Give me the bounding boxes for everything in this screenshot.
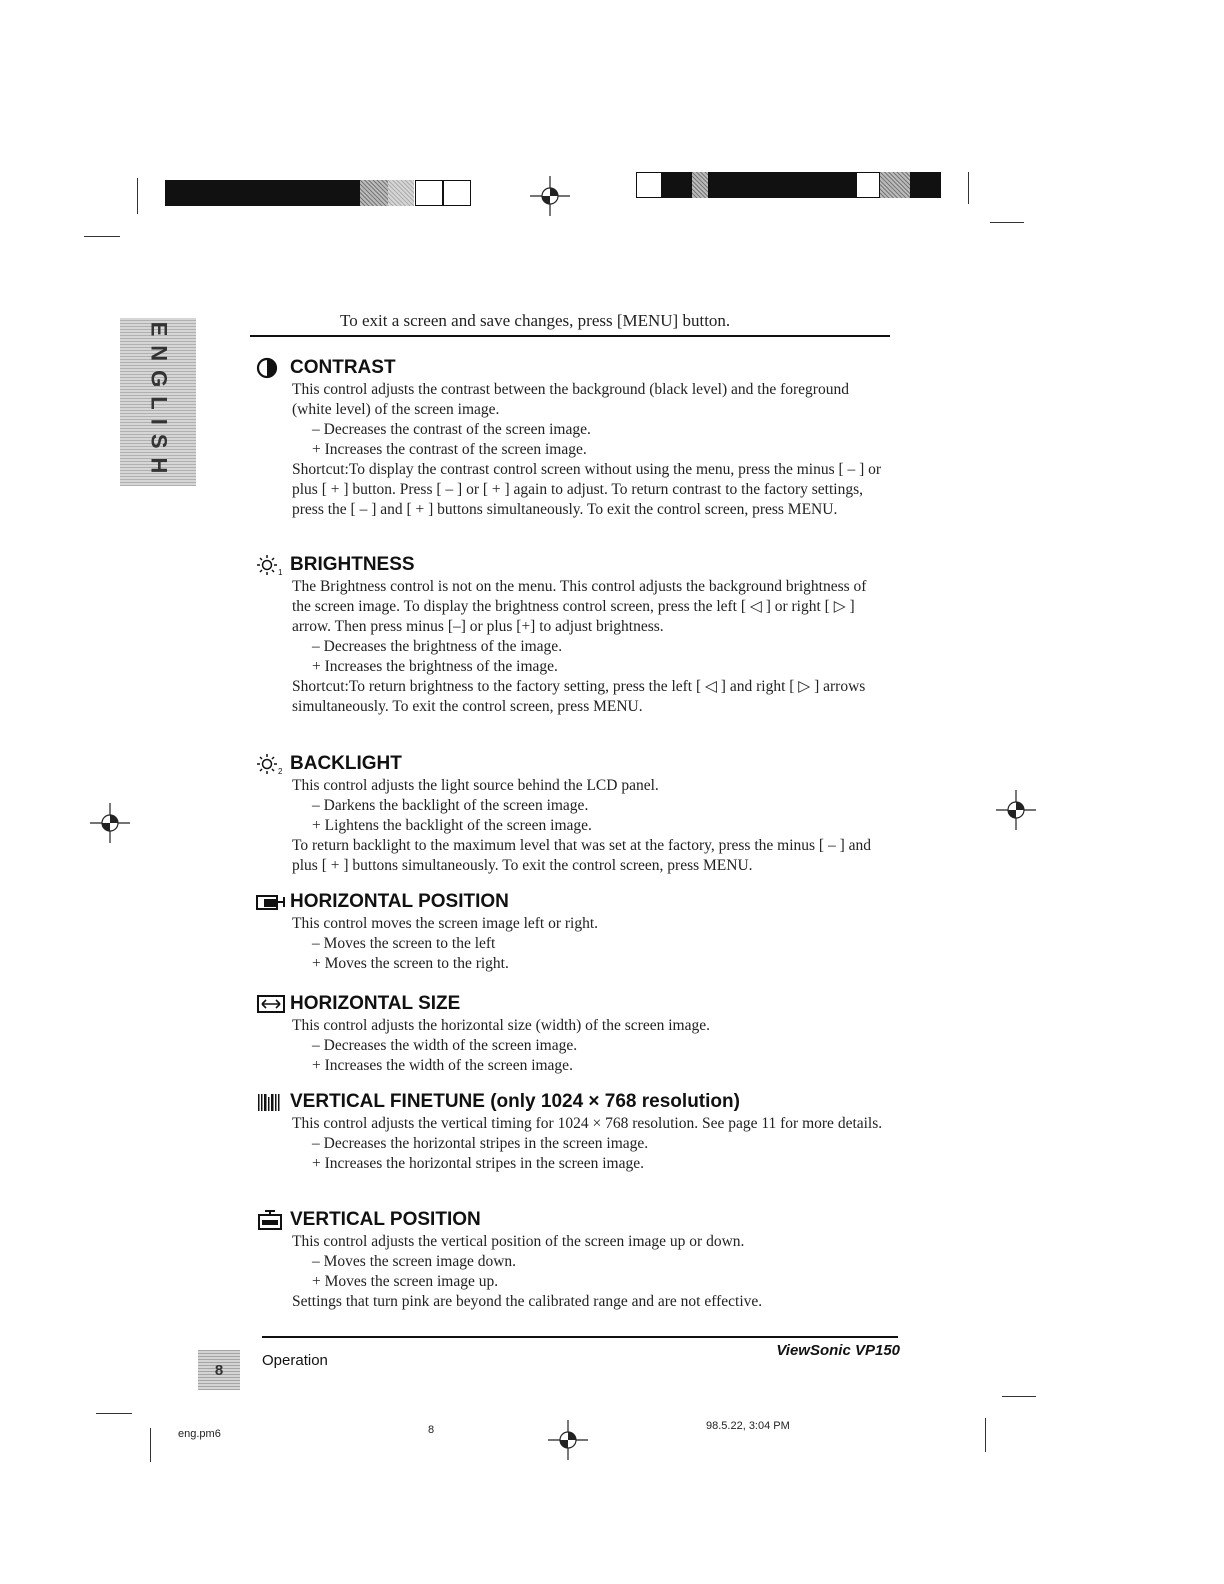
shortcut-text: Shortcut:To display the contrast control screen without using the menu, press the minus [ – ] or plus [ + ] button. Press [ – ] or [ + ] again to adjust. To return contrast to the factory settings, press the [ – ] and [ + ] buttons simultaneously. To exit the control screen, press MENU. [292,461,882,518]
crop-mark-bottom-right [985,1418,986,1452]
slug-page: 8 [428,1424,435,1436]
page-number: 8 [214,1361,224,1379]
slug-timestamp: 98.5.22, 3:04 PM [706,1420,790,1432]
plus-line: + Increases the width of the screen image. [312,1057,573,1074]
section-title: HORIZONTAL POSITION [290,891,509,912]
crop-mark-top-right [968,172,969,204]
section-description: This control adjusts the vertical timing for 1024 × 768 resolution. See page 11 for more details. [292,1115,883,1132]
section-description: This control adjusts the horizontal size (width) of the screen image. [292,1017,710,1034]
registration-mark-left [90,803,130,843]
section-horizontal-position [256,890,886,974]
section-title: BACKLIGHT [290,753,402,774]
minus-line: – Moves the screen image down. [312,1253,517,1270]
language-tab-label-wrap [120,318,196,486]
svg-text:2: 2 [278,767,283,775]
vertical-finetune-icon [256,1091,286,1113]
svg-text:1: 1 [278,568,283,576]
crop-mark-bottom-left [150,1428,151,1462]
note-text: Settings that turn pink are beyond the calibrated range and are not effective. [292,1293,763,1310]
crop-mark-top-left-h [84,236,120,237]
minus-line: – Decreases the brightness of the image. [312,638,563,655]
plus-line: + Moves the screen to the right. [312,955,509,972]
crop-mark-top-left [137,178,138,214]
section-description: This control adjusts the vertical position of the screen image up or down. [292,1233,745,1250]
language-tab-label: ENGLISH [146,321,172,483]
footer-product-name: ViewSonic VP150 [776,1342,900,1359]
section-title: VERTICAL POSITION [290,1209,481,1230]
plus-line: + Lightens the backlight of the screen image. [312,817,592,834]
brightness-icon [256,554,286,576]
horizontal-size-icon [256,993,286,1015]
minus-line: – Decreases the width of the screen image. [312,1037,578,1054]
crop-mark-bottom-right-h [1002,1396,1036,1397]
intro-rule [250,335,890,337]
section-vertical-finetune [256,1090,886,1174]
section-vertical-position [256,1208,886,1312]
footer-rule [262,1336,898,1338]
color-bar-right [636,172,941,198]
section-description: This control adjusts the light source behind the LCD panel. [292,777,659,794]
section-backlight [256,752,886,876]
reset-text: To return backlight to the maximum level that was set at the factory, press the minus [ – ] and plus [ + ] buttons simultaneously. To exit the control screen, press MENU. [292,837,872,874]
footer-section-label: Operation [262,1352,328,1369]
registration-mark-bottom [548,1420,588,1460]
registration-mark-right [996,790,1036,830]
minus-line: – Darkens the backlight of the screen image. [312,797,589,814]
section-description: This control moves the screen image left or right. [292,915,599,932]
color-bar-left [165,180,470,206]
minus-line: – Moves the screen to the left [312,935,496,952]
section-contrast [256,356,886,520]
section-title: HORIZONTAL SIZE [290,993,461,1014]
page-number-tab [198,1350,240,1390]
crop-mark-top-right-h [990,222,1024,223]
section-title: BRIGHTNESS [290,554,415,575]
section-description: This control adjusts the contrast between the background (black level) and the foreground (white level) of the screen image. [292,381,849,418]
registration-mark-top [530,176,570,216]
plus-line: + Increases the contrast of the screen image. [312,441,587,458]
crop-mark-bottom-left-h [96,1413,132,1414]
section-description: The Brightness control is not on the menu. This control adjusts the background brightness of the screen image. To display the brightness control screen, press the left [ ◁ ] or right [ ▷ ] arrow. Then press minus [–] or plus [+] to adjust brightness. [292,578,867,635]
minus-line: – Decreases the horizontal stripes in the screen image. [312,1135,649,1152]
horizontal-position-icon [256,891,286,913]
section-title: CONTRAST [290,357,396,378]
shortcut-text: Shortcut:To return brightness to the factory setting, press the left [ ◁ ] and right [ ▷ ] arrows simultaneously. To exit the control screen, press MENU. [292,678,866,715]
vertical-position-icon [256,1209,286,1231]
intro-text: To exit a screen and save changes, press [MENU] button. [340,311,731,330]
section-horizontal-size [256,992,886,1076]
contrast-icon [256,357,286,379]
plus-line: + Increases the horizontal stripes in the screen image. [312,1155,644,1172]
plus-line: + Increases the brightness of the image. [312,658,558,675]
plus-line: + Moves the screen image up. [312,1273,499,1290]
backlight-icon [256,753,286,775]
section-brightness [256,553,886,717]
slug-file: eng.pm6 [178,1428,221,1440]
section-title: VERTICAL FINETUNE (only 1024 × 768 resolution) [290,1091,740,1112]
minus-line: – Decreases the contrast of the screen image. [312,421,591,438]
